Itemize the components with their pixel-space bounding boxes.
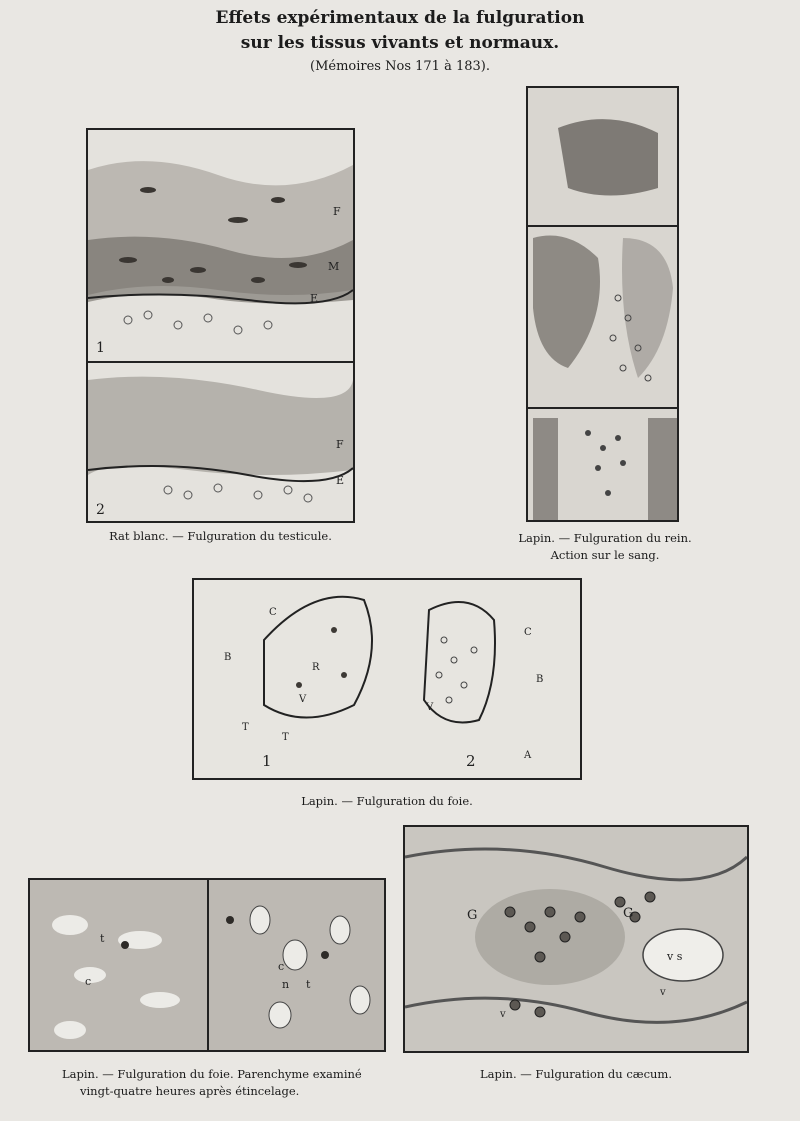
figure-caecum <box>403 825 749 1053</box>
figure-foie <box>192 578 582 780</box>
testicule-label-m: M <box>328 260 340 273</box>
parenchyme-label-t2: t <box>306 978 311 991</box>
caption-foie: Lapin. — Fulguration du foie. <box>301 794 473 808</box>
caption-testicule: Rat blanc. — Fulguration du testicule. <box>109 529 332 543</box>
testicule-label-f2: F <box>336 438 344 451</box>
foie-label-a: A <box>524 750 532 761</box>
foie-label-1: 1 <box>262 752 272 770</box>
testicule-label-2: 2 <box>96 502 105 518</box>
rein-drawing <box>528 88 677 520</box>
figure-rein <box>526 86 679 522</box>
testicule-label-f1: F <box>333 205 341 218</box>
caecum-label-vs: v s <box>667 950 683 963</box>
caecum-label-v2: v <box>500 1009 506 1020</box>
plate-title-line2: sur les tissus vivants et normaux. <box>240 33 560 53</box>
testicule-label-e2: E <box>336 474 345 487</box>
caecum-drawing <box>405 827 747 1051</box>
foie-label-v2: V <box>426 702 434 713</box>
foie-drawing <box>194 580 580 778</box>
foie-label-c2: C <box>524 627 532 638</box>
caecum-label-v1: v <box>660 987 666 998</box>
foie-label-b2: B <box>536 674 544 685</box>
caecum-label-g1: G <box>467 908 478 923</box>
plate-title-line1: Effets expérimentaux de la fulguration <box>215 8 585 28</box>
foie-label-t2: T <box>282 732 289 743</box>
testicule-label-1: 1 <box>96 340 105 356</box>
parenchyme-label-c2: c <box>278 960 285 973</box>
foie-label-t1: T <box>242 722 249 733</box>
testicule-label-e1: E <box>310 292 319 305</box>
caption-parenchyme-line2: vingt-quatre heures après étincelage. <box>80 1084 300 1098</box>
foie-label-v1: V <box>299 694 307 705</box>
caecum-label-g2: G <box>623 906 634 921</box>
testicule-drawing <box>88 130 353 521</box>
foie-label-b1: B <box>224 652 232 663</box>
figure-testicule <box>86 128 355 523</box>
parenchyme-label-n: n <box>282 978 290 991</box>
parenchyme-label-t1: t <box>100 932 105 945</box>
caption-rein-line2: Action sur le sang. <box>550 548 660 562</box>
foie-label-r: R <box>312 662 320 673</box>
parenchyme-drawing <box>30 880 384 1050</box>
foie-label-2: 2 <box>466 752 476 770</box>
caption-parenchyme-line1: Lapin. — Fulguration du foie. Parenchyme examiné <box>62 1067 362 1081</box>
parenchyme-label-c1: c <box>85 975 92 988</box>
caption-rein-line1: Lapin. — Fulguration du rein. <box>518 531 692 545</box>
caption-caecum: Lapin. — Fulguration du cæcum. <box>480 1067 672 1081</box>
foie-label-c1: C <box>269 607 277 618</box>
figure-parenchyme <box>28 878 386 1052</box>
plate-subtitle: (Mémoires Nos 171 à 183). <box>310 59 490 74</box>
